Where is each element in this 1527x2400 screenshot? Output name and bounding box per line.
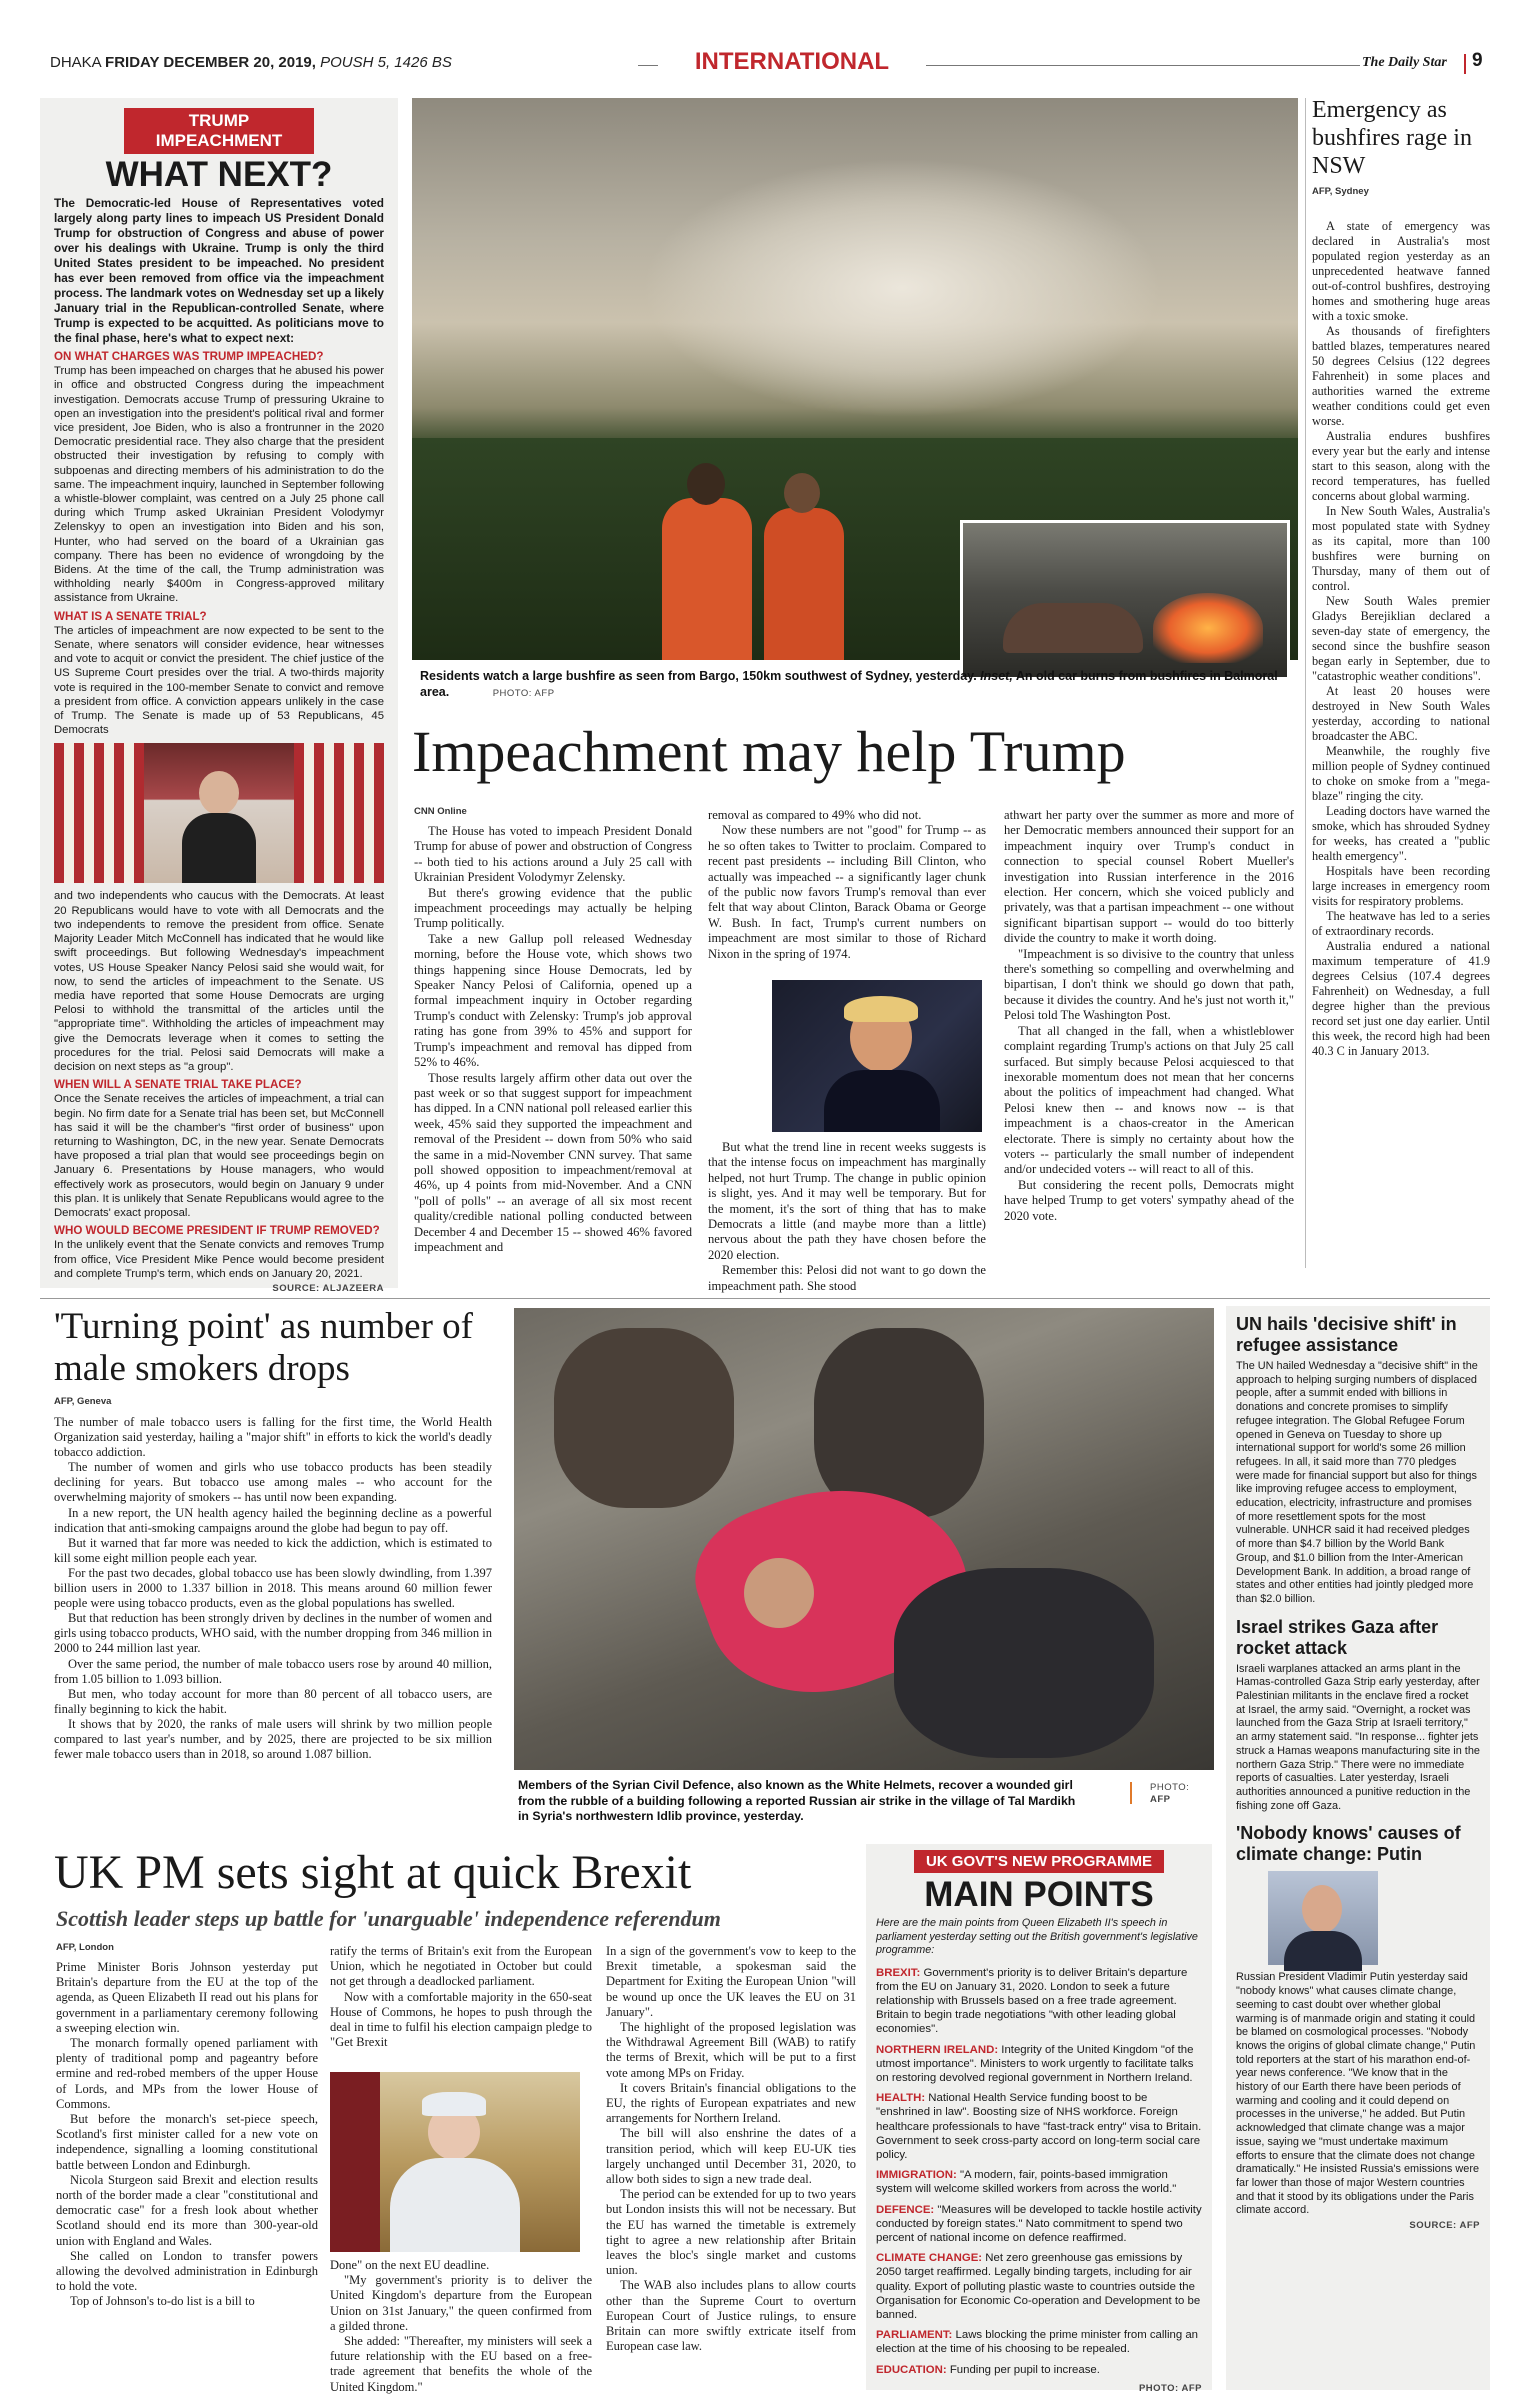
main-point-item	[876, 2363, 1202, 2377]
brexit-paragraph: But before the monarch's set-piece speech, Scotland's first minister called for a new vote on independence, signalling a looming constitutional battle between London and Edinburgh.	[56, 2112, 318, 2172]
nsw-paragraph: As thousands of firefighters battled blazes, temperatures neared 50 degrees Celsius (122 degrees Fahrenheit) in some places and authorities warned the extreme weather conditions could get even worse.	[1312, 324, 1490, 428]
impeachment-paragraph: Remember this: Pelosi did not want to go down the impeachment path. She stood	[708, 1263, 986, 1293]
nsw-body	[1312, 219, 1490, 1059]
nsw-paragraph: New South Wales premier Gladys Berejiklian declared a seven-day state of emergency, the second since the bushfire season began early in September, due to "catastrophic weather conditions".	[1312, 594, 1490, 683]
smokers-story	[54, 1306, 492, 1826]
un-refugee-body: The UN hailed Wednesday a "decisive shift" in the approach to helping surging numbers of displaced people, after a summit ended with billions in donations and concrete promises to simplify refugee integration. The Global Refugee Forum opened in Geneva on Tuesday to shore up international support for world's some 26 million refugees. In all, it said more than 770 pledges were made for financial support but also for things like improving refugee access to employment, education, electricity, infrastructure and promises of more resettlement spots for the most vulnerable. UNHCR said it had received pledges of more than $4.7 billion by the World Bank Group, and $1.0 billion from the Inter-American Development Bank. In addition, a broad range of states and other entities had jointly pledged more than $2.0 billion.	[1236, 1360, 1478, 1605]
bushfire-caption-inset: An old car burns from bushfires in Balmoral area.	[420, 669, 1278, 699]
dateline	[50, 54, 670, 76]
main-point-item	[876, 2091, 1202, 2162]
nsw-column-rule	[1305, 98, 1306, 1268]
sidebar-q1: ON WHAT CHARGES WAS TRUMP IMPEACHED?	[54, 350, 324, 363]
impeachment-col-1	[414, 824, 692, 1272]
nsw-paragraph: In New South Wales, Australia's most populated state with Sydney as its capital, more than 100 bushfires were burning on Thursday, many of them out of control.	[1312, 504, 1490, 593]
impeachment-paragraph: removal as compared to 49% who did not.	[708, 808, 922, 822]
impeachment-headline: Impeachment may help Trump	[412, 719, 1126, 784]
dateline-city: DHAKA	[50, 54, 106, 71]
nsw-paragraph: A state of emergency was declared in Australia's most populated region yesterday as an unprecedented heatwave fanned out-of-control bushfires, destroying homes and smothering huge areas with a toxic smoke.	[1312, 219, 1490, 323]
sidebar-body	[54, 196, 384, 737]
brexit-paragraph: Prime Minister Boris Johnson yesterday put Britain's departure from the EU at the top of the agenda, as Queen Elizabeth II read out his plans for government in a parliamentary ceremony following a sweeping election win.	[56, 1960, 318, 2035]
briefs-sidebar	[1226, 1306, 1490, 2390]
sidebar-q4: WHO WOULD BECOME PRESIDENT IF TRUMP REMOVED?	[54, 1224, 380, 1238]
impeachment-paragraph: athwart her party over the summer as more and more of her Democratic members announced their support for an impeachment inquiry over Trump's conduct in connection to special counsel Robert Mueller's investigation into Russian interference in the 2016 election. Her concern, which she voiced publicly and privately, was that a partisan impeachment -- one without significant bipartisan support -- would do too bitterly divide the country to make it worth doing.	[1004, 808, 1294, 946]
smokers-paragraph: For the past two decades, global tobacco use has been slowly dwindling, from 1.397 billion users in 2000 to 1.337 billion in 2018. This means around 60 million fewer people were using tobacco products, even as the global populations has swelled.	[54, 1565, 492, 1611]
brexit-headline: UK PM sets sight at quick Brexit	[54, 1846, 692, 1899]
sidebar-title: WHAT NEXT?	[105, 155, 333, 194]
masthead-logo: The Daily Star	[1362, 55, 1447, 70]
smokers-body	[54, 1415, 492, 1762]
main-point-text: Laws blocking the prime minister from calling an election at the time of his choosing to be repealed.	[876, 2329, 1198, 2356]
main-point-text: "A modern, fair, points-based immigration system will welcome skilled workers from across the world."	[876, 2169, 1177, 2196]
main-point-item	[876, 2251, 1202, 2322]
pelosi-photo	[54, 743, 384, 883]
main-points-intro: Here are the main points from Queen Elizabeth II's speech in parliament yesterday setting out the British government's legislative programme:	[876, 1917, 1198, 1956]
brexit-paragraph: The bill will also enshrine the dates of a transition period, which will keep EU-UK ties largely unchanged until December 31, 2020, to allow both sides to sign a new trade deal.	[606, 2126, 856, 2187]
page-number: 9	[1472, 50, 1483, 71]
impeachment-paragraph: But considering the recent polls, Democrats might have helped Trump to get voters' sympathy ahead of the 2020 vote.	[1004, 1177, 1294, 1223]
brexit-paragraph: Top of Johnson's to-do list is a bill to	[70, 2294, 255, 2309]
putin-headline: 'Nobody knows' causes of climate change: Putin	[1236, 1823, 1461, 1865]
smokers-headline: 'Turning point' as number of male smokers drops	[54, 1306, 473, 1389]
main-point-label: BREXIT:	[876, 1966, 921, 1979]
nsw-byline: AFP, Sydney	[1312, 186, 1369, 197]
impeachment-paragraph: "Impeachment is so divisive to the country that unless there's something so compelling and overwhelming and bipartisan, I don't think we should go down that path, because it divides the country. And he's just not worth it," Pelosi told The Washington Post.	[1004, 946, 1294, 1023]
main-points-box	[866, 1844, 1212, 2394]
smokers-paragraph: The number of male tobacco users is falling for the first time, the World Health Organization said yesterday, hailing a "major shift" in efforts to kick the world's deadly tobacco addiction.	[54, 1415, 492, 1460]
nsw-paragraph: Australia endured a national maximum temperature of 41.9 degrees Celsius (107.4 degrees Fahrenheit) on Wednesday, a full degree higher than the previous record set just one day earlier. Until this week, the record high had been 40.3 C in January 2013.	[1312, 939, 1490, 1058]
main-points-list	[876, 1966, 1202, 2377]
main-points-title: MAIN POINTS	[924, 1875, 1154, 1914]
brexit-paragraph: It covers Britain's financial obligations to the EU, the rights of European expatriates and new arrangements for Northern Ireland.	[606, 2080, 856, 2126]
brexit-col-2-top	[330, 1944, 592, 2068]
sidebar-body-continued	[54, 889, 384, 1280]
impeachment-paragraph: But what the trend line in recent weeks suggests is that the intense focus on impeachment has marginally helped, not hurt Trump. The change in public opinion is slight, yes. And it may well be temporary. But for the moment, it's the sort of thing that has to make Democrats a little (and maybe more than a little) nervous about the path they have chosen before the 2020 election.	[708, 1140, 986, 1262]
brexit-paragraph: The WAB also includes plans to allow courts other than the Supreme Court to overturn European Court of Justice rulings, to ensure Britain can more swiftly extricate itself from European case law.	[606, 2278, 856, 2354]
sidebar-a2-cont: and two independents who caucus with the Democrats. At least 20 Republicans would have to vote with all Democrats and the two independents to remove the president from office. Senate Majority Leader Mitch McConnell has indicated that he would like swift proceedings. But following Wednesday's impeachment votes, US House Speaker Nancy Pelosi said she would wait, for now, to send the articles of impeachment to the Senate. US media have reported that some House Democrats are urging Pelosi to withhold the transmittal of the articles until the "appropriate time". Withholding the articles of impeachment may give the Democrats leverage when it comes to setting the procedures for the trial. Pelosi said Democrats will make a decision on next steps as "a group".	[54, 890, 384, 1073]
main-points-credit: PHOTO: AFP	[1138, 2382, 1202, 2394]
main-point-item	[876, 2168, 1202, 2196]
main-point-text: National Health Service funding boost to be "enshrined in law". Boosting size of NHS workforce. Foreign healthcare professionals to have "fast-track entry" visa to Britain. Government to seek cross-party accord on long-term social care policy.	[876, 2092, 1202, 2161]
trump-sidebar	[40, 98, 398, 1294]
dateline-date: FRIDAY DECEMBER 20, 2019,	[105, 54, 316, 71]
smokers-paragraph: The number of women and girls who use tobacco products has been steadily declining for years. But tobacco use among males -- who account for the overwhelming majority of smokers -- has until now been expanding.	[54, 1460, 492, 1505]
sidebar-a2: The articles of impeachment are now expected to be sent to the Senate, where senators will consider evidence, hear witnesses and vote to acquit or convict the president. The chief justice of the US Supreme Court presides over the trial. A two-thirds majority vote is required in the 100-member Senate to convict and remove a president from office. A conviction appears unlikely in the case of Trump. The Senate is made up of 53 Republicans, 45 Democrats	[54, 624, 384, 737]
impeachment-col-3	[1004, 808, 1294, 1272]
smokers-paragraph: Over the same period, the number of male tobacco users rose by around 40 million, from 1.05 billion to 1.093 billion.	[54, 1656, 492, 1686]
section-title: INTERNATIONAL	[694, 48, 890, 75]
putin-photo	[1268, 1871, 1378, 1965]
syria-credit	[1150, 1782, 1210, 1812]
brexit-paragraph: Nicola Sturgeon said Brexit and election results north of the border made a clear "constitutional and democratic case" for a fresh look about whether Scotland should end its more than 300-year-old union with England and Wales.	[56, 2172, 318, 2248]
main-points-kicker: UK GOVT'S NEW PROGRAMME	[914, 1850, 1164, 1873]
impeachment-paragraph: But there's growing evidence that the public impeachment proceedings may actually be helping Trump politically.	[414, 885, 692, 931]
main-point-label: CLIMATE CHANGE:	[876, 2252, 983, 2265]
brexit-col-1	[56, 1960, 318, 2390]
israel-headline: Israel strikes Gaza after rocket attack	[1236, 1616, 1439, 1658]
syria-photo	[514, 1308, 1214, 1770]
main-point-label: IMMIGRATION:	[876, 2169, 957, 2182]
brexit-paragraph: Now with a comfortable majority in the 650-seat House of Commons, he hopes to push through the deal in time to fulfil his election campaign pledge to "Get Brexit	[330, 1989, 592, 2050]
nsw-paragraph: Hospitals have been recording large increases in emergency room visits for respiratory problems.	[1312, 864, 1490, 908]
brexit-paragraph: "My government's priority is to deliver the United Kingdom's departure from the European Union on 31st January," the queen confirmed from a gilded throne.	[330, 2273, 592, 2333]
bushfire-credit: PHOTO: AFP	[492, 688, 555, 699]
main-point-item	[876, 2328, 1202, 2356]
brexit-subheadline: Scottish leader steps up battle for 'unarguable' independence referendum	[56, 1906, 721, 1931]
impeachment-col-2-top	[708, 808, 986, 980]
impeachment-byline: CNN Online	[414, 806, 467, 817]
syria-caption: Members of the Syrian Civil Defence, also known as the White Helmets, recover a wounded girl from the rubble of a building following a reported Russian air strike in the village of Tal Mardikh in Syria's northwestern Idlib province, yesterday.	[518, 1778, 1076, 1824]
main-point-label: EDUCATION:	[876, 2363, 947, 2376]
smokers-byline: AFP, Geneva	[54, 1396, 112, 1407]
impeachment-paragraph: The House has voted to impeach President Donald Trump for abuse of power and obstruction of Congress -- both tied to his actions around a July 25 call with Ukrainian President Volodymyr Zelensky.	[414, 824, 692, 885]
nsw-headline: Emergency as bushfires rage in NSW	[1312, 97, 1472, 179]
syria-credit-bar	[1130, 1782, 1132, 1804]
sidebar-q2: WHAT IS A SENATE TRIAL?	[54, 609, 207, 623]
impeachment-paragraph: Now these numbers are not "good" for Trump -- as he so often takes to Twitter to proclaim. Compared to recent past presidents -- including Bill Clinton, who actually was impeached -- a significantly lager chunk of the public now favors Trump's removal than ever felt that way about Clinton, Barack Obama or George W. Bush. In fact, Trump's current numbers on impeachment are most similar to those of Richard Nixon in the spring of 1974.	[708, 823, 986, 961]
nsw-paragraph: Australia endures bushfires every year but the early and intense start to this season, along with the record temperatures, has fuelled concerns about global warming.	[1312, 429, 1490, 503]
nsw-story	[1312, 96, 1490, 1272]
smokers-paragraph: But men, who today account for more than 80 percent of all tobacco users, are finally beginning to kick the habit.	[54, 1686, 492, 1716]
header-separator	[1464, 54, 1466, 74]
sidebar-kicker: TRUMP IMPEACHMENT	[124, 108, 314, 154]
header-rule-left	[638, 65, 658, 66]
nsw-paragraph: Leading doctors have warned the smoke, which has shrouded Sydney for weeks, has created a "public health emergency".	[1312, 804, 1490, 863]
nsw-paragraph: At least 20 houses were destroyed in New South Wales yesterday, according to national broadcaster the ABC.	[1312, 684, 1490, 743]
impeachment-col-2-bottom	[708, 1140, 986, 1293]
trump-photo	[772, 980, 982, 1132]
queen-photo	[330, 2072, 580, 2252]
brexit-paragraph: The period can be extended for up to two years but London insists this will not be necessary. But the EU has warned the timetable is extremely tight to agree a new relationship after Britain leaves the bloc's single market and customs union.	[606, 2187, 856, 2278]
brexit-col-3	[606, 1944, 856, 2390]
brexit-byline: AFP, London	[56, 1942, 114, 1953]
main-point-label: DEFENCE:	[876, 2203, 935, 2216]
impeachment-paragraph: That all changed in the fall, when a whistleblower complaint regarding Trump's actions on that July 25 call surfaced. But simply because Pelosi acquiesced to that inexorable momentum does not mean that her concerns about the politics of impeachment had changed. What Pelosi knew then -- and knows now -- is that impeachment is a chaos-creator in the American electorate. There is simply no certainty about how the voters -- particularly the small number of independent and/or undecided voters -- will react to all of this.	[1004, 1023, 1294, 1177]
bushfire-caption-inset-label: Inset,	[980, 669, 1013, 683]
nsw-paragraph: The heatwave has led to a series of extraordinary records.	[1312, 909, 1490, 938]
main-point-item	[876, 2043, 1202, 2086]
bushfire-inset-photo	[960, 520, 1290, 680]
brexit-paragraph: Done" on the next EU deadline.	[330, 2258, 490, 2272]
sidebar-a3: Once the Senate receives the articles of impeachment, a trial can begin. No firm date for a Senate trial has been set, but McConnell has said it will be the chamber's "first order of business" upon returning to Washington, DC, in the new year. Senate Democrats have proposed a trial plan that would see proceedings begin on January 6. Presentations by House managers, who would effectively work as prosecutors, would begin on January 9 under this plan. It is unlikely that Senate Republicans would agree to the Democrats' exact proposal.	[54, 1093, 384, 1219]
impeachment-paragraph: Those results largely affirm other data out over the past week or so that suggest support for impeachment has dipped. In a CNN national poll released earlier this week, 45% said they supported the impeachment and removal of the President -- down from 50% who said the same in a mid-November CNN survey. That same poll showed opposition to impeachment/removal at 46%, up 4 points from mid-November. And a CNN "poll of polls" -- an average of all six most recent quality/credible national polling conducted between December 4 and December 15 -- showed 46% favored impeachment and	[414, 1070, 692, 1254]
brexit-paragraph: ratify the terms of Britain's exit from the European Union, which he negotiated in October but could not get through a deadlocked parliament.	[330, 1944, 592, 1989]
smokers-paragraph: It shows that by 2020, the ranks of male users will shrink by two million people compared to last year's number, and by 2025, there are projected to be six million fewer male tobacco users than in 2018, so around 1.087 billion.	[54, 1716, 492, 1762]
sidebar-a1: Trump has been impeached on charges that he abused his power in office and obstructed Congress during the impeachment investigation. Democrats accuse Trump of pressuring Ukraine to open an investigation into the president's political rival and former vice president, Joe Biden, who is also a frontrunner in the 2020 Democratic presidential race. They also charge that the president obstructed their investigation by refusing to comply with subpoenas and directing members of his administration to do the same. The impeachment inquiry, launched in September following a whistle-blower complaint, was centred on a July 25 phone call during which Trump asked Ukrainian President Volodymyr Zelenskyy to open an investigation into Biden and his son, Hunter, who had served on the board of a Ukrainian gas company. There has been no evidence of wrongdoing by the Bidens. At the time of the call, the Trump administration was withholding nearly $400m in Congress-approved military assistance from Ukraine.	[54, 365, 384, 605]
sidebar-source: SOURCE: ALJAZEERA	[272, 1282, 384, 1294]
nsw-paragraph: Meanwhile, the roughly five million people of Sydney continued to choke on smoke from a "mega-blaze" ringing the city.	[1312, 744, 1490, 803]
brexit-paragraph: The highlight of the proposed legislation was the Withdrawal Agreement Bill (WAB) to ratify the terms of Brexit, which will be put to a first vote among MPs on Friday.	[606, 2020, 856, 2080]
sidebar-a4: In the unlikely event that the Senate convicts and removes Trump from office, Vice President Mike Pence would become president and complete Trump's term, which ends on January 20, 2021.	[54, 1239, 384, 1280]
putin-source: SOURCE: AFP	[1409, 2220, 1480, 2232]
bushfire-caption-main: Residents watch a large bushfire as seen from Bargo, 150km southwest of Sydney, yesterday.	[420, 669, 977, 683]
smokers-paragraph: But it warned that far more was needed to kick the addiction, which is estimated to kill some eight million people each year.	[54, 1535, 492, 1565]
brexit-paragraph: She added: "Thereafter, my ministers will seek a future relationship with the EU based on a free-trade agreement that benefits the whole of the United Kingdom."	[330, 2334, 592, 2394]
brexit-col-2-bottom	[330, 2258, 592, 2394]
smokers-paragraph: But that reduction has been strongly driven by declines in the number of women and girls using tobacco products, WHO said, with the number dropping from 346 million in 2000 to 244 million last year.	[54, 1611, 492, 1656]
smokers-paragraph: In a new report, the UN health agency hailed the beginning decline as a powerful indication that anti-smoking campaigns around the globe had begun to pay off.	[54, 1505, 492, 1535]
main-point-label: PARLIAMENT:	[876, 2329, 953, 2342]
syria-credit-source: AFP	[1150, 1794, 1171, 1805]
main-point-label: NORTHERN IRELAND:	[876, 2043, 999, 2056]
brexit-paragraph: She called on London to transfer powers allowing the devolved administration in Edinburgh to hold the vote.	[56, 2248, 318, 2294]
main-point-text: Government's priority is to deliver Britain's departure from the EU on January 31, 2020. London to seek a future relationship with Brussels based on a free trade agreement. Britain to begin trade negotiations "with other leading global economies".	[876, 1966, 1188, 2036]
syria-credit-label: PHOTO:	[1150, 1782, 1190, 1793]
un-refugee-headline: UN hails 'decisive shift' in refugee assistance	[1236, 1314, 1457, 1355]
bushfire-caption	[420, 668, 1290, 708]
main-point-item	[876, 2203, 1202, 2246]
main-point-text: Funding per pupil to increase.	[946, 2363, 1100, 2376]
main-point-text: Net zero greenhouse gas emissions by 2050 target reaffirmed. Legally binding targets, including for air quality. Export of polluting plastic waste to countries outside the Organisation for Economic Co-operation and Development to be banned.	[876, 2252, 1201, 2321]
putin-body: Russian President Vladimir Putin yesterday said "nobody knows" what causes climate change, seeming to cast doubt over whether global warming is of manmade origin and stating it could be blamed on cosmological processes. "Nobody knows the origins of global climate change," Putin told reporters at the start of his marathon end-of-year news conference. "We know that in the history of our Earth there have been periods of warming and cooling and it could depend on processes in the universe," he added. But Putin acknowledged that climate change was a major issue, saying we "must undertake maximum efforts to ensure that the climate does not change dramatically." He insisted Russia's emissions were far lower than those of major Western countries and that it stood by its obligations under the Paris climate accord.	[1236, 1971, 1479, 2217]
main-point-text: Integrity of the United Kingdom "of the utmost importance". Ministers to work urgently to facilitate talks on restoring devolved regional government in Northern Ireland.	[876, 2043, 1194, 2084]
brexit-paragraph: In a sign of the government's vow to keep to the Brexit timetable, a spokesman said the Department for Exiting the European Union "will be wound up once the UK leaves the EU on 31 January".	[606, 1944, 856, 2019]
header-rule-right	[926, 65, 1360, 66]
main-point-item	[876, 1966, 1202, 2037]
israel-body: Israeli warplanes attacked an arms plant in the Hamas-controlled Gaza Strip early yesterday, after Palestinian militants in the enclave fired a rocket at Israel, the army said. "Overnight, a rocket was launched from the Gaza Strip at Israeli territory," an army statement said. "In response... fighter jets struck a Hamas weapons manufacturing site in the northern Gaza Strip." There were no immediate reports of casualties. Later yesterday, Israeli authorities announced a punitive reduction in the fishing zone off Gaza.	[1236, 1662, 1480, 1812]
sidebar-q3: WHEN WILL A SENATE TRIAL TAKE PLACE?	[54, 1078, 302, 1092]
main-point-text: "Measures will be developed to tackle hostile activity conducted by foreign states." Nato commitment to spend two percent of national income on defence reaffirmed.	[876, 2203, 1202, 2244]
impeachment-paragraph: Take a new Gallup poll released Wednesday morning, before the House vote, which shows two things happening since House Democrats, led by Speaker Nancy Pelosi of California, opened up a formal impeachment inquiry in October regarding Trump's conduct with Zelensky: Trump's job approval rating has gone from 39% to 45% and support for Trump's impeachment and removal has dipped from 52% to 46%.	[414, 931, 692, 1070]
brexit-paragraph: The monarch formally opened parliament with plenty of traditional pomp and pageantry before ermine and red-robed members of the upper House of Lords, and MPs from the lower House of Commons.	[56, 2036, 318, 2111]
main-point-label: HEALTH:	[876, 2092, 926, 2105]
page-header	[40, 48, 1490, 80]
sidebar-intro: The Democratic-led House of Representatives voted largely along party lines to impeach US President Donald Trump for obstruction of Congress and abuse of power over his dealings with Ukraine. Trump is only the third United States president to be impeached. No president has ever been removed from office via the impeachment process. The landmark votes on Wednesday set up a likely January trial in the Republican-controlled Senate, where Trump is expected to be acquitted. As politicians move to the final phase, here's what to expect next:	[54, 196, 384, 345]
section-divider	[40, 1298, 1490, 1299]
dateline-bengali: POUSH 5, 1426 BS	[315, 54, 452, 71]
